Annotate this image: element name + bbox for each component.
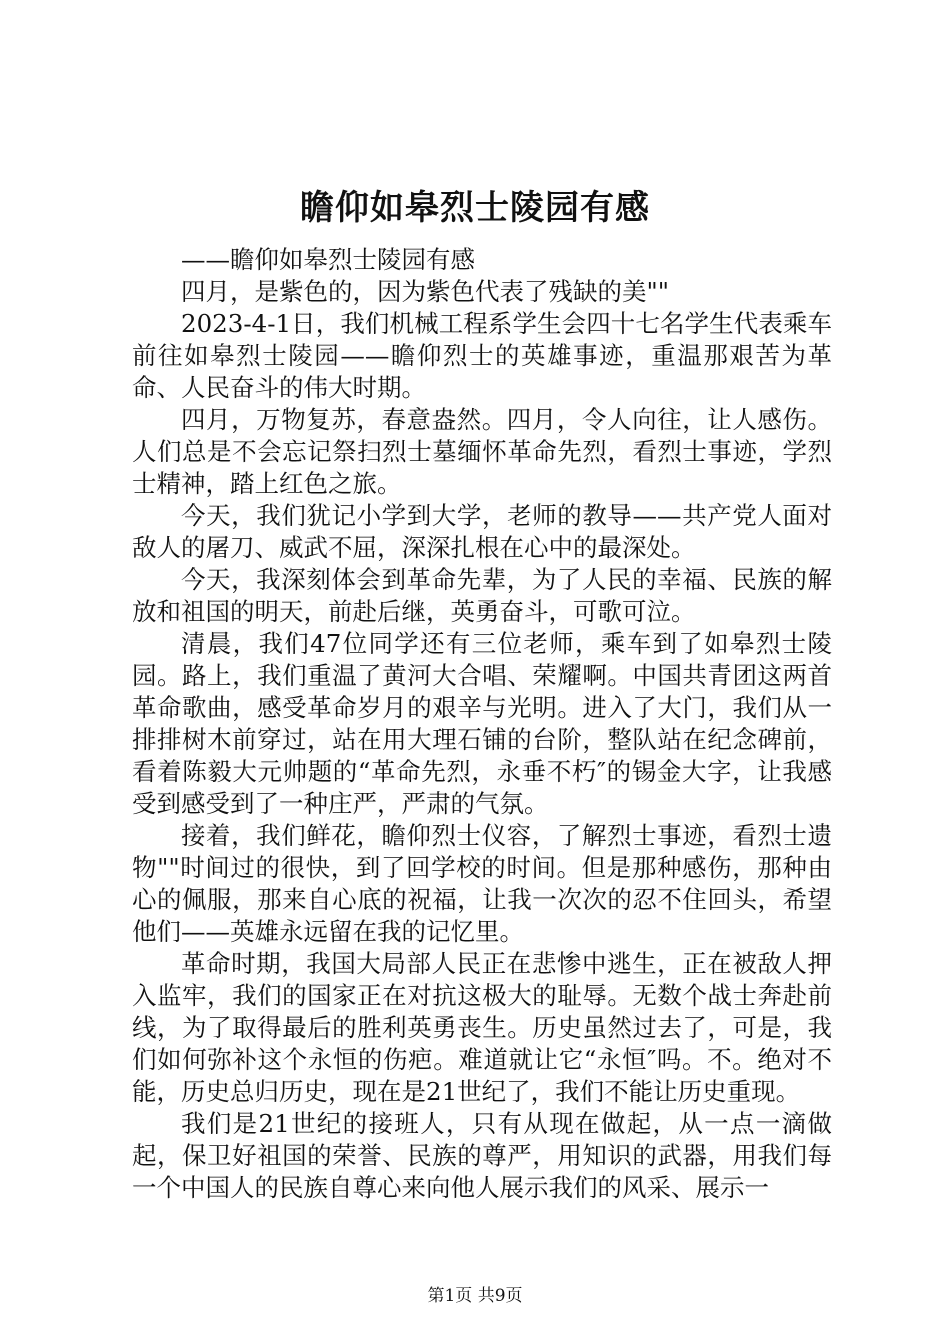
document-title: 瞻仰如皋烈士陵园有感 (300, 188, 650, 228)
paragraph: 四月，是紫色的，因为紫色代表了残缺的美"" (181, 277, 670, 306)
paragraph: 今天，我们犹记小学到大学，老师的教导——共产党人面对敌人的屠刀、威武不屈，深深扎根在心中的最深处。 (132, 501, 832, 562)
document-body (132, 244, 832, 1204)
paragraph: 我们是21世纪的接班人，只有从现在做起，从一点一滴做起，保卫好祖国的荣誉、民族的尊严，用知识的武器，用我们每一个中国人的民族自尊心来向他人展示我们的风采、展示一 (132, 1109, 832, 1202)
paragraph: 四月，万物复苏，春意盎然。四月，令人向往，让人感伤。人们总是不会忘记祭扫烈士墓缅怀革命先烈，看烈士事迹，学烈士精神，踏上红色之旅。 (132, 405, 832, 498)
paragraph: 接着，我们鲜花，瞻仰烈士仪容，了解烈士事迹，看烈士遗物""时间过的很快，到了回学校的时间。但是那种感伤，那种由心的佩服，那来自心底的祝福，让我一次次的忍不住回头，希望他们——英雄永远留在我的记忆里。 (132, 821, 832, 946)
paragraph: 今天，我深刻体会到革命先辈，为了人民的幸福、民族的解放和祖国的明天，前赴后继，英勇奋斗，可歌可泣。 (132, 565, 832, 626)
paragraph: 革命时期，我国大局部人民正在悲惨中逃生，正在被敌人押入监牢，我们的国家正在对抗这极大的耻辱。无数个战士奔赴前线，为了取得最后的胜利英勇丧生。历史虽然过去了，可是，我们如何弥补这个永恒的伤疤。难道就让它“永恒″吗。不。绝对不能，历史总归历史，现在是21世纪了，我们不能让历史重现。 (132, 949, 832, 1106)
page-number-footer: 第1页 共9页 (427, 1286, 523, 1306)
paragraph-subtitle: ——瞻仰如皋烈士陵园有感 (181, 245, 475, 274)
paragraph: 2023-4-1日，我们机械工程系学生会四十七名学生代表乘车前往如皋烈士陵园——瞻仰烈士的英雄事迹，重温那艰苦为革命、人民奋斗的伟大时期。 (132, 309, 832, 402)
paragraph: 清晨，我们47位同学还有三位老师，乘车到了如皋烈士陵园。路上，我们重温了黄河大合唱、荣耀啊。中国共青团这两首革命歌曲，感受革命岁月的艰辛与光明。进入了大门，我们从一排排树木前穿过，站在用大理石铺的台阶，整队站在纪念碑前，看着陈毅大元帅题的“革命先烈，永垂不朽″的锡金大字，让我感受到感受到了一种庄严，严肃的气氛。 (132, 629, 832, 818)
